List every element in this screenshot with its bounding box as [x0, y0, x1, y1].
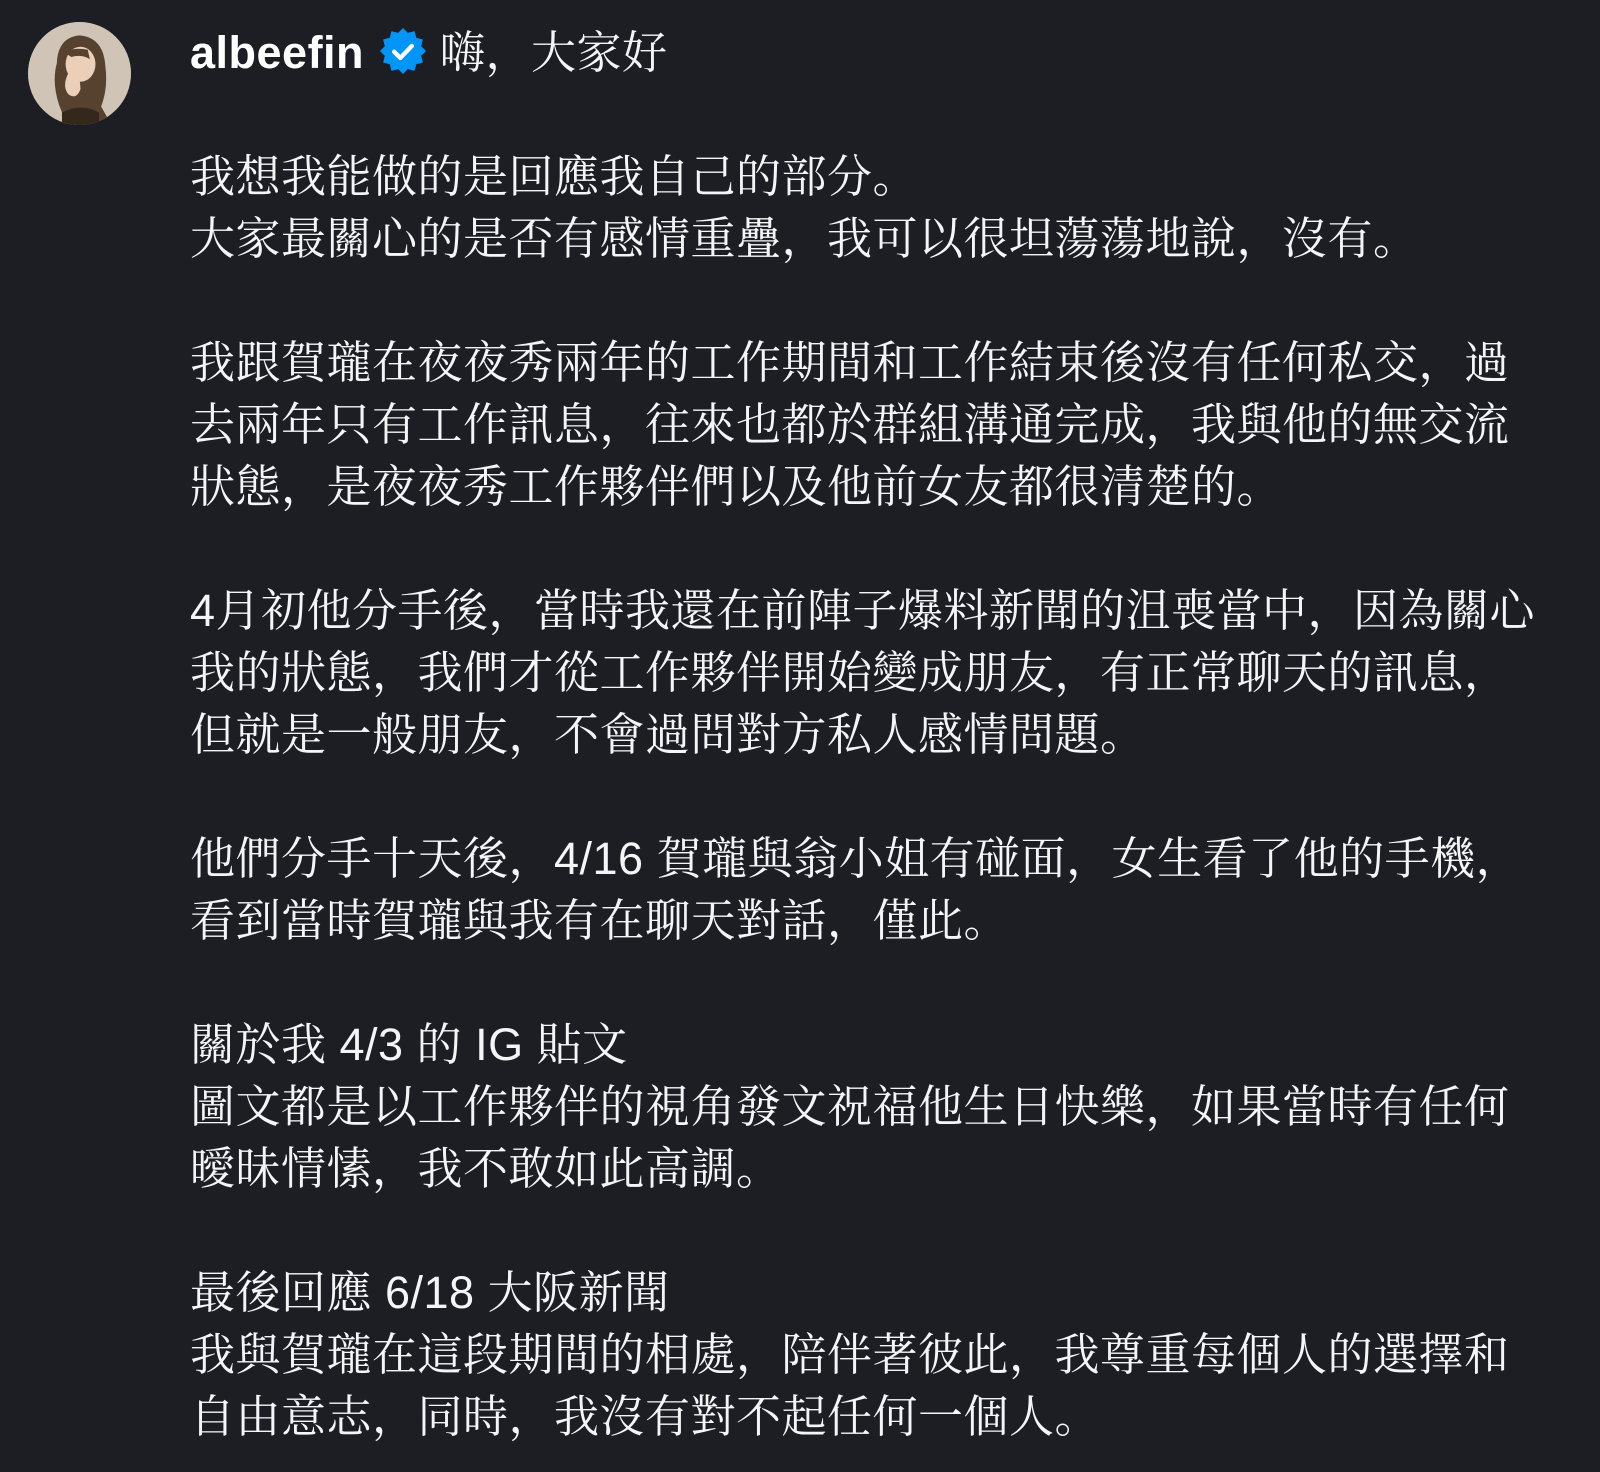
avatar-portrait-image [28, 22, 131, 125]
greeting-text: 嗨，大家好 [440, 27, 668, 78]
caption-paragraph-1: 我想我能做的是回應我自己的部分。 大家最關心的是否有感情重疊，我可以很坦蕩蕩地說，沒有。 [190, 151, 1419, 264]
caption-paragraph-3: 4月初他分手後，當時我還在前陣子爆料新聞的沮喪當中，因為關心我的狀態，我們才從工作夥伴開始變成朋友，有正常聊天的訊息，但就是一般朋友，不會過問對方私人感情問題。 [190, 585, 1536, 760]
caption-paragraph-6: 最後回應 6/18 大阪新聞 我與賀瓏在這段期間的相處，陪伴著彼此，我尊重每個人的選擇和自由意志，同時，我沒有對不起任何一個人。 [190, 1267, 1510, 1442]
caption-paragraph-5: 關於我 4/3 的 IG 貼文 圖文都是以工作夥伴的視角發文祝福他生日快樂，如果當時有任何曖昧情愫，我不敢如此高調。 [190, 1019, 1510, 1194]
avatar[interactable] [28, 22, 131, 125]
caption [190, 22, 1538, 1448]
caption-paragraph-2: 我跟賀瓏在夜夜秀兩年的工作期間和工作結束後沒有任何私交，過去兩年只有工作訊息，往來也都於群組溝通完成，我與他的無交流狀態，是夜夜秀工作夥伴們以及他前女友都很清楚的。 [190, 337, 1510, 512]
caption-paragraph-4: 他們分手十天後，4/16 賀瓏與翁小姐有碰面，女生看了他的手機，看到當時賀瓏與我有在聊天對話，僅此。 [190, 833, 1522, 946]
verified-badge-icon [380, 28, 426, 74]
caption-header [190, 22, 1538, 84]
username[interactable]: albeefin [190, 27, 365, 78]
